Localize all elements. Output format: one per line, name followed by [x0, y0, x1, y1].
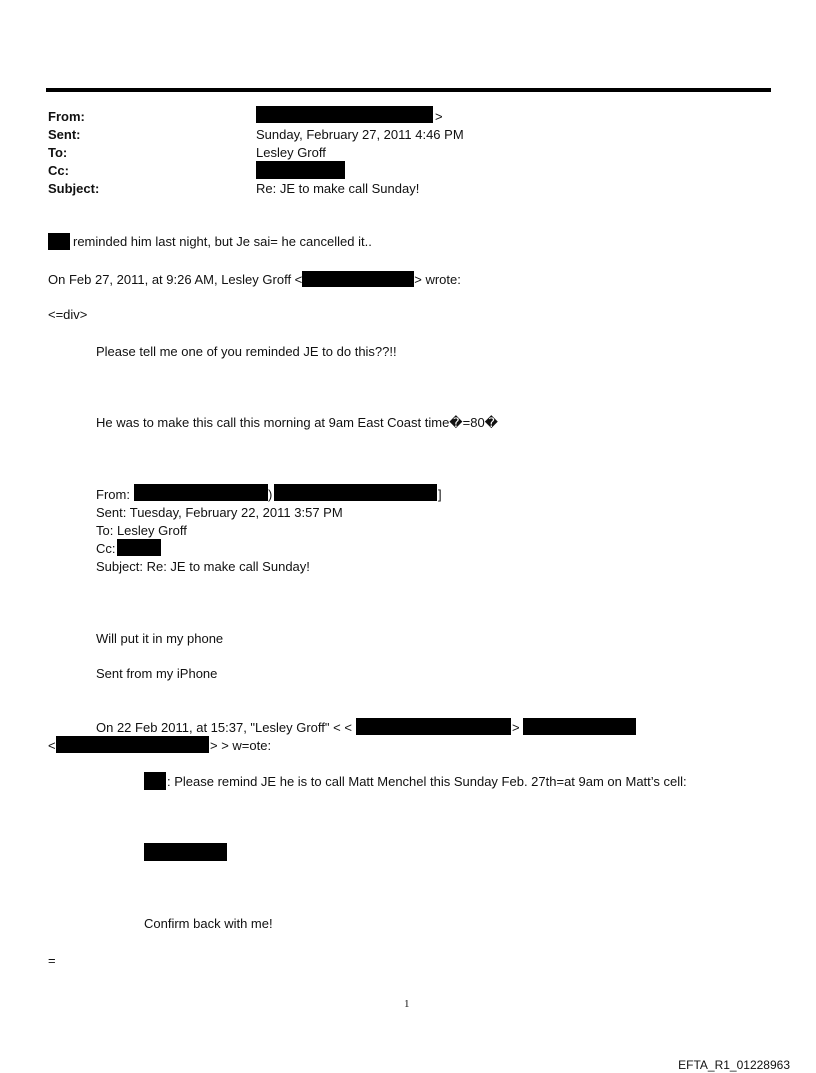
body-line1: reminded him last night, but Je sai= he cancelled it.. — [73, 234, 372, 249]
redaction-inner-cc — [117, 539, 161, 556]
equals-line: = — [48, 953, 56, 968]
inner-cc-label: Cc: — [96, 541, 116, 556]
subject-value: Re: JE to make call Sunday! — [256, 181, 420, 196]
from-suffix: > — [435, 109, 443, 124]
cc-label: Cc: — [48, 163, 69, 178]
header-rule — [46, 88, 771, 92]
will-put-line: Will put it in my phone — [96, 631, 224, 646]
redaction-remind-name — [144, 772, 166, 790]
subject-label: Subject: — [48, 181, 100, 196]
sent-label: Sent: — [48, 127, 81, 142]
redaction-on22-email3 — [56, 736, 209, 753]
remind-line: : Please remind JE he is to call Matt Menchel this Sunday Feb. 27th=at 9am on Matt’s cell: — [167, 774, 687, 789]
inner-from-sep: ) — [268, 487, 273, 502]
to-value: Lesley Groff — [256, 145, 326, 160]
to-label: To: — [48, 145, 68, 160]
inner-from-label: From: — [96, 487, 130, 502]
confirm-line: Confirm back with me! — [144, 916, 273, 931]
inner-to: To: Lesley Groff — [96, 523, 187, 538]
page-number: 1 — [404, 998, 410, 1010]
inner-sent: Sent: Tuesday, February 22, 2011 3:57 PM — [96, 505, 343, 520]
document-id: EFTA_R1_01228963 — [678, 1058, 790, 1072]
redaction-cc — [256, 161, 345, 179]
sent-from-iphone: Sent from my iPhone — [96, 666, 218, 681]
redaction-on22-email1 — [356, 718, 511, 735]
redaction-from — [256, 106, 433, 123]
on22-line2-prefix: < — [48, 738, 56, 753]
div-tag: <=div> — [48, 307, 88, 322]
quote-intro-prefix: On Feb 27, 2011, at 9:26 AM, Lesley Groff < — [48, 272, 303, 287]
on22-prefix: On 22 Feb 2011, at 15:37, "Lesley Groff" < < — [96, 720, 352, 735]
inner-from-end: ] — [438, 487, 442, 502]
inner-subject: Subject: Re: JE to make call Sunday! — [96, 559, 310, 574]
on22-mid: > — [512, 720, 520, 735]
quote-intro-suffix: > wrote: — [414, 272, 461, 287]
redaction-phone — [144, 843, 227, 861]
redaction-inner-from-email — [274, 484, 437, 501]
from-label: From: — [48, 109, 85, 124]
redaction-inner-from-name — [134, 484, 268, 501]
quote-line2: He was to make this call this morning at 9am East Coast time�=80� — [96, 415, 499, 430]
redaction-sender-name — [48, 233, 70, 250]
redaction-on22-email2 — [523, 718, 636, 735]
on22-line2-suffix: > > w=ote: — [210, 738, 272, 753]
sent-value: Sunday, February 27, 2011 4:46 PM — [256, 127, 464, 142]
quote-intro — [48, 271, 461, 288]
redaction-email — [302, 271, 414, 287]
quote-line1: Please tell me one of you reminded JE to do this??!! — [96, 344, 397, 359]
